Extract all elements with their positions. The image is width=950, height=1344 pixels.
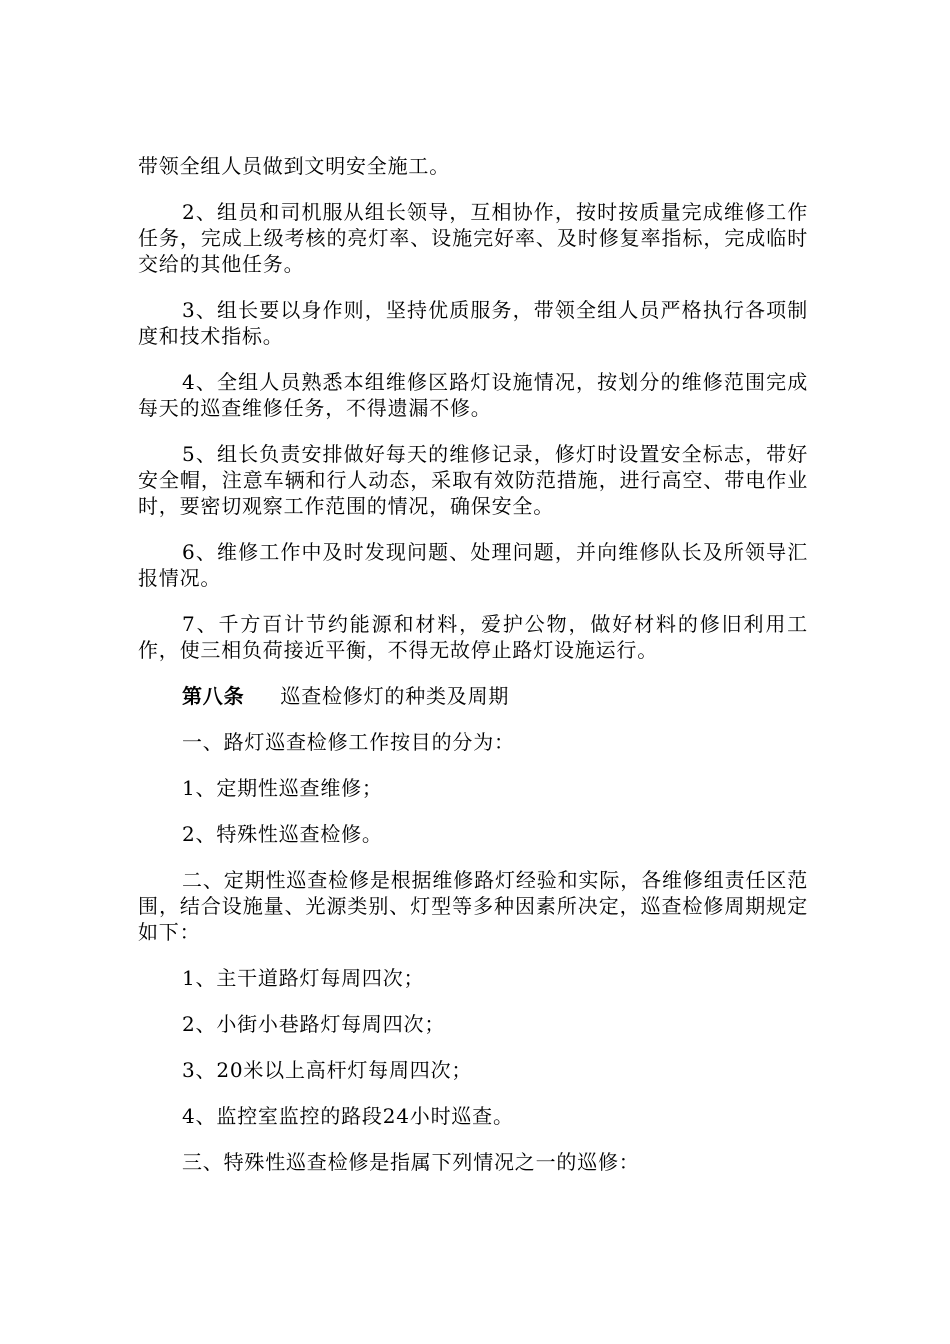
paragraph: 5、组长负责安排做好每天的维修记录，修灯时设置安全标志，带好安全帽，注意车辆和行人动态，采取有效防范措施，进行高空、带电作业时，要密切观察工作范围的情况，确保安全。 bbox=[138, 442, 808, 518]
paragraph: 2、组员和司机服从组长领导，互相协作，按时按质量完成维修工作任务，完成上级考核的亮灯率、设施完好率、及时修复率指标，完成临时交给的其他任务。 bbox=[138, 200, 808, 276]
paragraph: 带领全组人员做到文明安全施工。 bbox=[138, 154, 450, 178]
list-item: 2、小街小巷路灯每周四次； bbox=[182, 1012, 446, 1036]
list-item: 1、主干道路灯每周四次； bbox=[182, 966, 425, 990]
paragraph: 三、特殊性巡查检修是指属下列情况之一的巡修： bbox=[182, 1150, 640, 1174]
paragraph: 4、全组人员熟悉本组维修区路灯设施情况，按划分的维修范围完成每天的巡查维修任务，不得遗漏不修。 bbox=[138, 370, 808, 420]
paragraph: 7、千方百计节约能源和材料，爱护公物，做好材料的修旧利用工作，使三相负荷接近平衡，不得无故停止路灯设施运行。 bbox=[138, 612, 808, 662]
paragraph: 一、路灯巡查检修工作按目的分为： bbox=[182, 730, 515, 754]
list-item: 3、20米以上高杆灯每周四次； bbox=[182, 1058, 473, 1082]
paragraph: 二、定期性巡查检修是根据维修路灯经验和实际，各维修组责任区范围，结合设施量、光源类别、灯型等多种因素所决定，巡查检修周期规定如下： bbox=[138, 868, 808, 944]
article-title: 巡查检修灯的种类及周期 bbox=[280, 684, 510, 708]
paragraph: 6、维修工作中及时发现问题、处理问题，并向维修队长及所领导汇报情况。 bbox=[138, 540, 808, 590]
list-item: 4、监控室监控的路段24小时巡查。 bbox=[182, 1104, 514, 1128]
paragraph: 3、组长要以身作则，坚持优质服务，带领全组人员严格执行各项制度和技术指标。 bbox=[138, 298, 808, 348]
list-item: 1、定期性巡查维修； bbox=[182, 776, 383, 800]
article-number: 第八条 bbox=[182, 684, 245, 708]
list-item: 2、特殊性巡查检修。 bbox=[182, 822, 383, 846]
article-heading bbox=[138, 683, 808, 709]
document-body bbox=[138, 153, 808, 1195]
